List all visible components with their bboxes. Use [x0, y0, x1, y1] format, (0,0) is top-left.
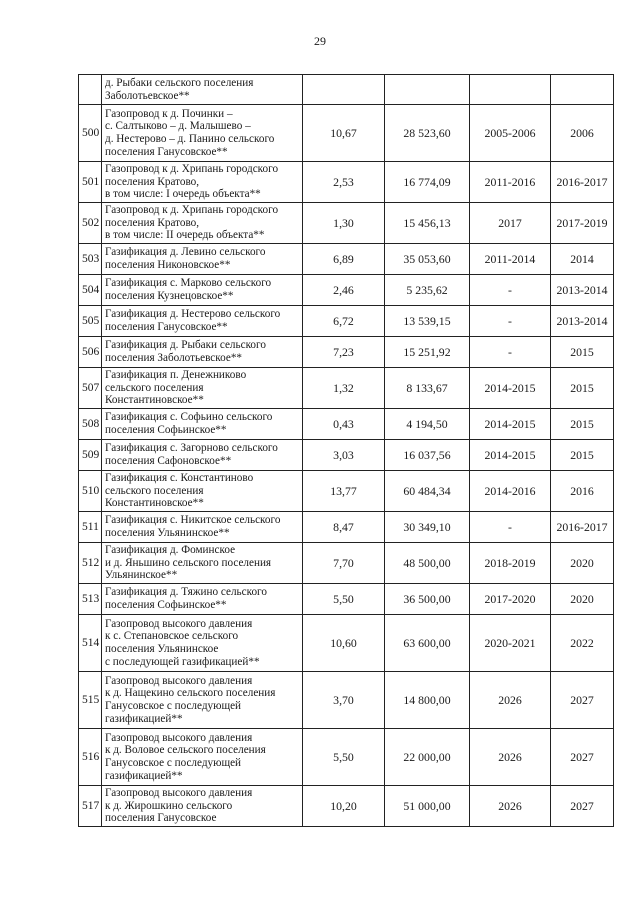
object-name-line: д. Нестерово – д. Панино сельского — [105, 133, 275, 145]
table-body — [79, 75, 614, 827]
table-row — [79, 306, 614, 337]
object-name-line: Газификация п. Денежниково — [105, 369, 247, 382]
length-cell: 8,47 — [303, 512, 385, 543]
row-number-cell: 506 — [79, 337, 102, 368]
row-number-cell: 512 — [79, 543, 102, 584]
design-period-cell: - — [470, 306, 551, 337]
object-name-cell — [102, 584, 303, 615]
cost-cell: 51 000,00 — [385, 786, 470, 827]
table-row — [79, 786, 614, 827]
row-number-cell: 501 — [79, 162, 102, 203]
cost-cell: 60 484,34 — [385, 471, 470, 512]
length-cell: 10,67 — [303, 105, 385, 162]
object-name-line: поселения Никоновское** — [105, 259, 231, 271]
build-period-cell: 2027 — [551, 786, 614, 827]
cost-cell: 14 800,00 — [385, 672, 470, 729]
object-name-line: с. Салтыково – д. Малышево – — [105, 120, 251, 133]
object-name-cell — [102, 729, 303, 786]
object-name-line: д. Рыбаки сельского поселения — [105, 76, 254, 89]
cost-cell: 48 500,00 — [385, 543, 470, 584]
build-period-cell: 2013-2014 — [551, 275, 614, 306]
length-cell: 2,53 — [303, 162, 385, 203]
design-period-cell: 2005-2006 — [470, 105, 551, 162]
object-name-line: сельского поселения — [105, 381, 204, 394]
object-name-line: Газификация с. Марково сельского — [105, 277, 272, 290]
object-name-line: поселения Кузнецовское** — [105, 290, 234, 302]
table-row — [79, 512, 614, 543]
object-name-cell — [102, 786, 303, 827]
row-number-cell: 503 — [79, 244, 102, 275]
object-name-line: Ганусовское с последующей — [105, 700, 242, 712]
object-name-line: поселения Заболотьевское** — [105, 352, 243, 364]
design-period-cell — [470, 75, 551, 105]
design-period-cell: 2017-2020 — [470, 584, 551, 615]
cost-cell: 22 000,00 — [385, 729, 470, 786]
row-number-cell: 502 — [79, 203, 102, 244]
design-period-cell: 2011-2016 — [470, 162, 551, 203]
object-name-line: поселения Кратово, — [105, 175, 200, 188]
object-name-line: в том числе: I очередь объекта** — [105, 188, 261, 201]
design-period-cell: 2018-2019 — [470, 543, 551, 584]
object-name-cell — [102, 368, 303, 409]
table-row — [79, 409, 614, 440]
object-name-line: Газопровод высокого давления — [105, 674, 253, 687]
cost-cell: 4 194,50 — [385, 409, 470, 440]
object-name-cell — [102, 543, 303, 584]
length-cell: 6,72 — [303, 306, 385, 337]
object-name-line: Константиновское** — [105, 497, 204, 510]
object-name-line: поселения Софьинское** — [105, 424, 227, 436]
row-number-cell — [79, 75, 102, 105]
object-name-line: и д. Яньшино сельского поселения — [105, 556, 272, 569]
object-name-line: Газификация д. Фоминское — [105, 544, 236, 557]
design-period-cell: - — [470, 337, 551, 368]
table-row — [79, 337, 614, 368]
build-period-cell: 2016 — [551, 471, 614, 512]
object-name-line: с последующей газификацией** — [105, 655, 260, 668]
table-row — [79, 105, 614, 162]
table-row — [79, 368, 614, 409]
length-cell: 7,23 — [303, 337, 385, 368]
design-period-cell: 2026 — [470, 729, 551, 786]
table-row — [79, 162, 614, 203]
object-name-line: Заболотьевское** — [105, 89, 190, 102]
object-name-cell — [102, 75, 303, 105]
object-name-cell — [102, 471, 303, 512]
object-name-cell — [102, 615, 303, 672]
object-name-cell — [102, 409, 303, 440]
length-cell — [303, 75, 385, 105]
design-period-cell: - — [470, 275, 551, 306]
cost-cell — [385, 75, 470, 105]
design-period-cell: 2014-2016 — [470, 471, 551, 512]
length-cell: 0,43 — [303, 409, 385, 440]
build-period-cell: 2015 — [551, 440, 614, 471]
row-number-cell: 511 — [79, 512, 102, 543]
object-name-line: Газопровод к д. Починки – — [105, 107, 233, 120]
object-name-line: Константиновское** — [105, 394, 204, 407]
object-name-cell — [102, 440, 303, 471]
object-name-line: к с. Степановское сельского — [105, 630, 239, 643]
object-name-cell — [102, 244, 303, 275]
object-name-cell — [102, 105, 303, 162]
length-cell: 10,60 — [303, 615, 385, 672]
row-number-cell: 515 — [79, 672, 102, 729]
object-name-line: Газопровод высокого давления — [105, 731, 253, 744]
length-cell: 6,89 — [303, 244, 385, 275]
build-period-cell: 2014 — [551, 244, 614, 275]
table-row — [79, 672, 614, 729]
object-name-line: Газификация д. Нестерово сельского — [105, 308, 281, 321]
build-period-cell: 2013-2014 — [551, 306, 614, 337]
object-name-line: Газификация с. Константиново — [105, 472, 254, 485]
object-name-cell — [102, 512, 303, 543]
row-number-cell: 505 — [79, 306, 102, 337]
row-number-cell: 508 — [79, 409, 102, 440]
build-period-cell: 2022 — [551, 615, 614, 672]
object-name-cell — [102, 203, 303, 244]
table-row — [79, 584, 614, 615]
design-period-cell: 2014-2015 — [470, 409, 551, 440]
cost-cell: 63 600,00 — [385, 615, 470, 672]
row-number-cell: 500 — [79, 105, 102, 162]
table-row — [79, 275, 614, 306]
object-name-line: поселения Ульянинское — [105, 643, 219, 655]
object-name-cell — [102, 275, 303, 306]
design-period-cell: 2026 — [470, 672, 551, 729]
cost-cell: 36 500,00 — [385, 584, 470, 615]
build-period-cell: 2027 — [551, 729, 614, 786]
page-number: 29 — [314, 34, 326, 48]
row-number-cell: 513 — [79, 584, 102, 615]
gas-pipeline-table — [78, 74, 614, 827]
object-name-line: поселения Ульянинское** — [105, 527, 230, 539]
object-name-line: Газификация д. Левино сельского — [105, 246, 266, 259]
build-period-cell — [551, 75, 614, 105]
design-period-cell: 2017 — [470, 203, 551, 244]
row-number-cell: 516 — [79, 729, 102, 786]
cost-cell: 5 235,62 — [385, 275, 470, 306]
object-name-line: поселения Ганусовское** — [105, 145, 228, 158]
length-cell: 5,50 — [303, 729, 385, 786]
length-cell: 10,20 — [303, 786, 385, 827]
length-cell: 1,32 — [303, 368, 385, 409]
object-name-line: сельского поселения — [105, 484, 204, 497]
build-period-cell: 2020 — [551, 584, 614, 615]
object-name-line: Газификация с. Загорново сельского — [105, 442, 278, 455]
design-period-cell: 2026 — [470, 786, 551, 827]
table-row — [79, 543, 614, 584]
design-period-cell: 2011-2014 — [470, 244, 551, 275]
object-name-line: Газификация д. Тяжино сельского — [105, 586, 267, 599]
object-name-line: Газопровод высокого давления — [105, 787, 253, 800]
table-row — [79, 615, 614, 672]
row-number-cell: 510 — [79, 471, 102, 512]
row-number-cell: 507 — [79, 368, 102, 409]
length-cell: 13,77 — [303, 471, 385, 512]
object-name-line: Газопровод к д. Хрипань городского — [105, 204, 279, 217]
build-period-cell: 2016-2017 — [551, 512, 614, 543]
object-name-line: к д. Жирошкино сельского — [105, 799, 233, 812]
build-period-cell: 2015 — [551, 337, 614, 368]
cost-cell: 16 037,56 — [385, 440, 470, 471]
length-cell: 3,03 — [303, 440, 385, 471]
cost-cell: 28 523,60 — [385, 105, 470, 162]
table-row — [79, 203, 614, 244]
build-period-cell: 2017-2019 — [551, 203, 614, 244]
row-number-cell: 509 — [79, 440, 102, 471]
cost-cell: 15 456,13 — [385, 203, 470, 244]
cost-cell: 30 349,10 — [385, 512, 470, 543]
object-name-line: Газификация с. Никитское сельского — [105, 514, 281, 527]
object-name-cell — [102, 306, 303, 337]
row-number-cell: 517 — [79, 786, 102, 827]
row-number-cell: 514 — [79, 615, 102, 672]
build-period-cell: 2016-2017 — [551, 162, 614, 203]
length-cell: 1,30 — [303, 203, 385, 244]
build-period-cell: 2015 — [551, 368, 614, 409]
table-row — [79, 729, 614, 786]
length-cell: 7,70 — [303, 543, 385, 584]
table-row-carryover — [79, 75, 614, 105]
build-period-cell: 2020 — [551, 543, 614, 584]
object-name-line: газификацией** — [105, 769, 183, 782]
design-period-cell: - — [470, 512, 551, 543]
object-name-line: в том числе: II очередь объекта** — [105, 229, 265, 242]
length-cell: 3,70 — [303, 672, 385, 729]
object-name-line: поселения Кратово, — [105, 216, 200, 229]
object-name-line: к д. Воловое сельского поселения — [105, 744, 266, 757]
object-name-line: Газопровод высокого давления — [105, 617, 253, 630]
cost-cell: 13 539,15 — [385, 306, 470, 337]
table-row — [79, 440, 614, 471]
build-period-cell: 2027 — [551, 672, 614, 729]
object-name-line: Ульянинское** — [105, 569, 178, 582]
object-name-line: Газопровод к д. Хрипань городского — [105, 163, 279, 176]
object-name-cell — [102, 337, 303, 368]
cost-cell: 35 053,60 — [385, 244, 470, 275]
object-name-line: поселения Ганусовское — [105, 812, 217, 825]
object-name-line: Ганусовское с последующей — [105, 757, 242, 769]
object-name-line: Газификация д. Рыбаки сельского — [105, 339, 266, 352]
object-name-cell — [102, 162, 303, 203]
object-name-cell — [102, 672, 303, 729]
design-period-cell: 2014-2015 — [470, 440, 551, 471]
object-name-line: поселения Сафоновское** — [105, 455, 232, 467]
table-row — [79, 471, 614, 512]
cost-cell: 16 774,09 — [385, 162, 470, 203]
cost-cell: 8 133,67 — [385, 368, 470, 409]
object-name-line: к д. Нащекино сельского поселения — [105, 687, 276, 700]
row-number-cell: 504 — [79, 275, 102, 306]
build-period-cell: 2015 — [551, 409, 614, 440]
length-cell: 2,46 — [303, 275, 385, 306]
length-cell: 5,50 — [303, 584, 385, 615]
cost-cell: 15 251,92 — [385, 337, 470, 368]
object-name-line: Газификация с. Софьино сельского — [105, 411, 273, 424]
object-name-line: газификацией** — [105, 712, 183, 725]
object-name-line: поселения Софьинское** — [105, 599, 227, 611]
table-row — [79, 244, 614, 275]
object-name-line: поселения Ганусовское** — [105, 321, 228, 333]
design-period-cell: 2020-2021 — [470, 615, 551, 672]
build-period-cell: 2006 — [551, 105, 614, 162]
design-period-cell: 2014-2015 — [470, 368, 551, 409]
